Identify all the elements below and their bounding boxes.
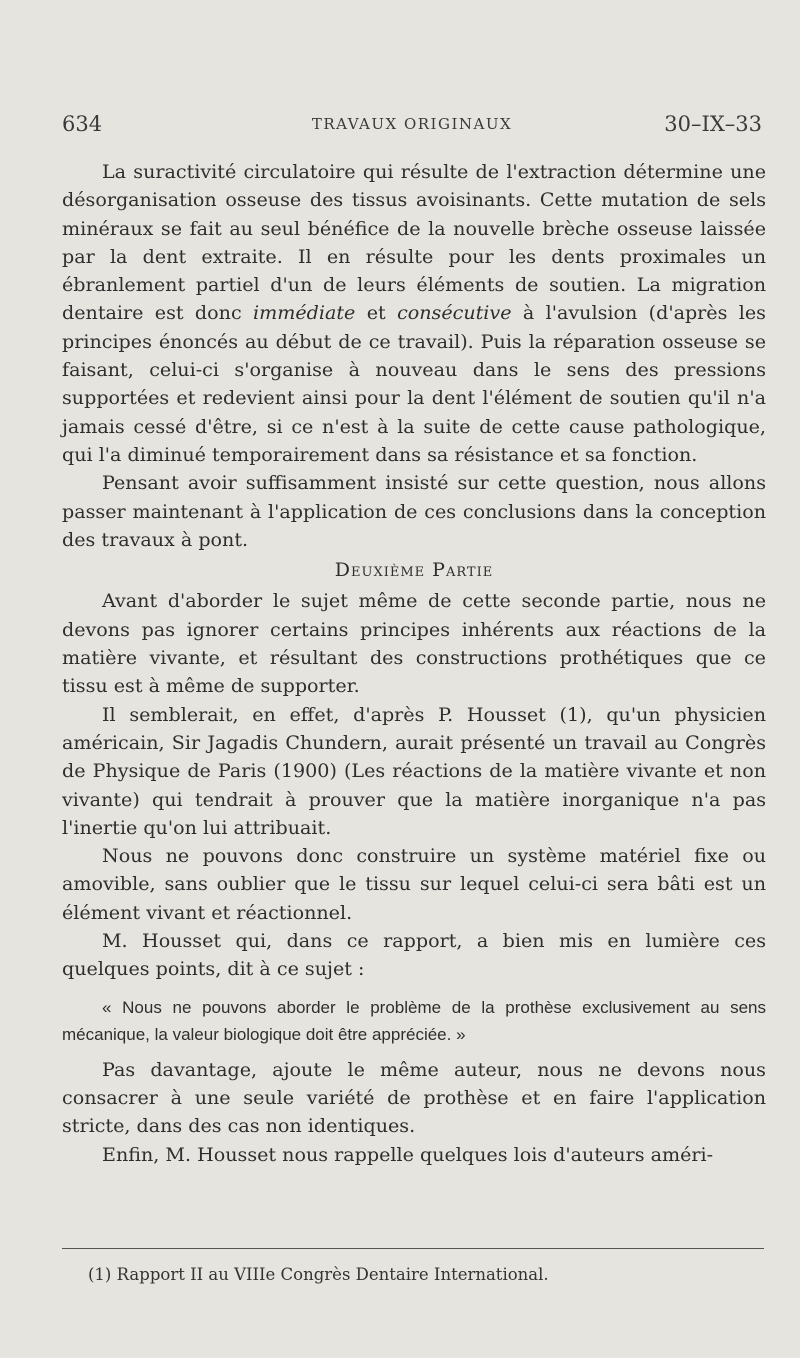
paragraph-3: Avant d'aborder le sujet même de cette seconde partie, nous ne devons pas ignorer certains principes inhérents aux réactions de la matière vivante, et résultant des constructions prothétiques que ce tissu est à même de supporter. [62,589,766,698]
emphasis-immediate: immédiate [253,301,356,325]
block-quote: « Nous ne pouvons aborder le problème de la prothèse exclusivement au sens mécanique, la valeur biologique doit être appréciée. » [62,997,766,1044]
emphasis-consecutive: consécutive [397,301,512,325]
footnote-rule [62,1248,764,1249]
body-text [62,158,766,1169]
issue-date: 30–IX–33 [664,112,762,136]
paragraph-4: Il semblerait, en effet, d'après P. Housset (1), qu'un physicien américain, Sir Jagadis Chundern, aurait présenté un travail au Congrès de Physique de Paris (1900) (Les réactions de la matière vivante et non vivante) qui tendrait à prouver que la matière inorganique n'a pas l'inertie qu'on lui attribuait. [62,702,766,839]
paragraph-1 [62,158,766,469]
paragraph-7: Pas davantage, ajoute le même auteur, nous ne devons nous consacrer à une seule variété de prothèse et en faire l'application stricte, dans des cas non identiques. [62,1057,766,1138]
paragraph-1-text-a: La suractivité circulatoire qui résulte de l'extraction détermine une désorganisation osseuse des tissus avoisinants. Cette mutation de sels minéraux se fait au seul bénéfice de la nouvelle brèche osseuse laissée par la dent extraite. Il en résulte pour les dents proximales un ébranlement partiel d'un de leurs éléments de soutien. La migration dentaire est donc [62,160,766,325]
footnote: (1) Rapport II au VIIIe Congrès Dentaire International. [88,1265,549,1284]
page-header [62,112,762,146]
paragraph-1-text-b: et [355,301,398,325]
paragraph-2: Pensant avoir suffisamment insisté sur cette question, nous allons passer maintenant à l'application de ces conclusions dans la conception des travaux à pont. [62,471,766,551]
running-title: TRAVAUX ORIGINAUX [311,115,513,133]
paragraph-5: Nous ne pouvons donc construire un système matériel fixe ou amovible, sans oublier que le tissu sur lequel celui-ci sera bâti est un élément vivant et réactionnel. [62,844,766,924]
section-title: Deuxième Partie [334,559,494,582]
paragraph-1-text-c: à l'avulsion (d'après les principes énoncés au début de ce travail). Puis la réparation osseuse se faisant, celui-ci s'organise à nouveau dans le sens des pressions supportées et redevient ainsi pour la dent l'élément de soutien qu'il n'a jamais cessé d'être, si ce n'est à la suite de cette cause pathologique, qui l'a diminué temporairement dans sa résistance et sa fonction. [62,301,766,466]
page-number: 634 [62,112,103,136]
paragraph-6: M. Housset qui, dans ce rapport, a bien mis en lumière ces quelques points, dit à ce sujet : [62,929,766,981]
paragraph-8: Enfin, M. Housset nous rappelle quelques lois d'auteurs améri- [102,1142,714,1166]
